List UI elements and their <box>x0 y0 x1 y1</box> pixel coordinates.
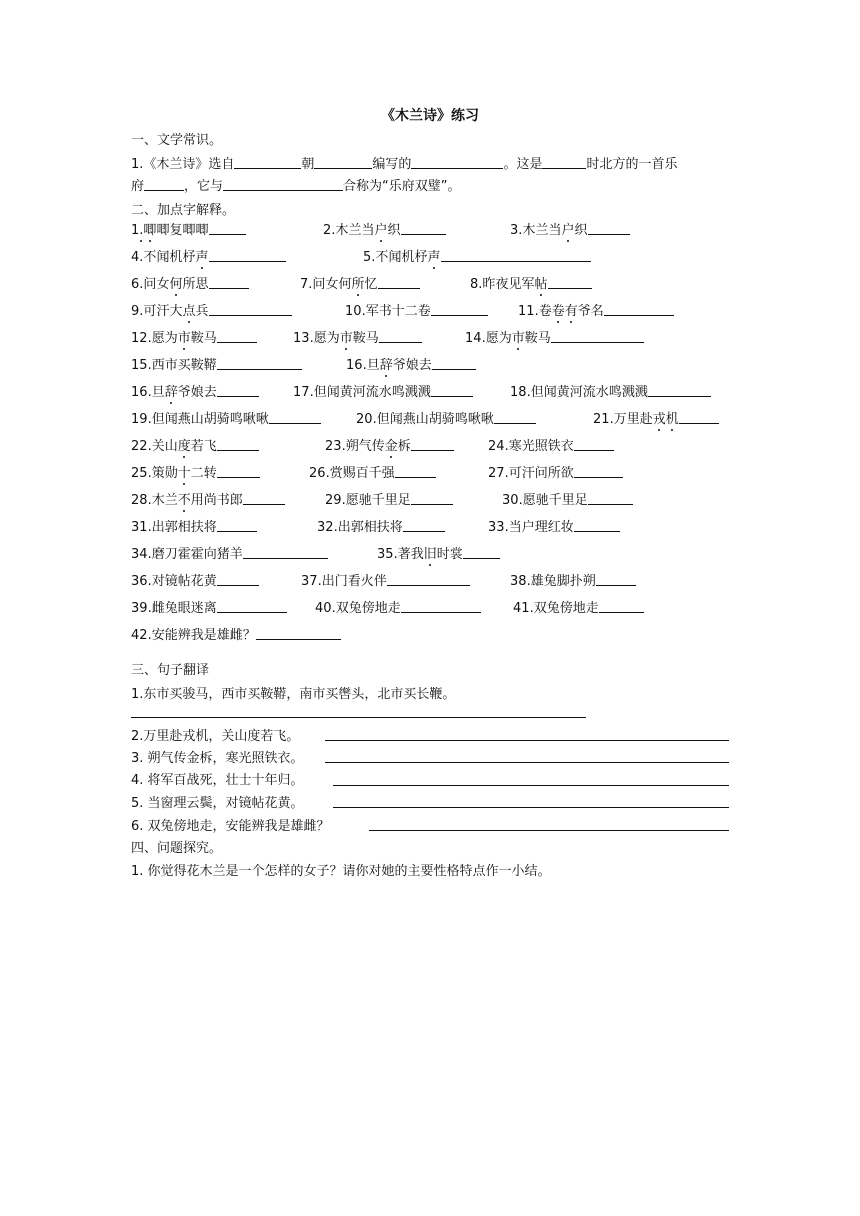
answer-blank[interactable] <box>441 247 591 262</box>
answer-line-6[interactable] <box>369 830 729 831</box>
answer-blank[interactable] <box>209 247 286 262</box>
answer-blank[interactable] <box>387 571 470 586</box>
answer-blank[interactable] <box>243 544 328 559</box>
explanation-item: 1 4 . 愿 为 市 鞍 马 <box>465 326 644 346</box>
answer-blank[interactable] <box>679 409 719 424</box>
explanation-item: 1 7 . 但 闻 黄 河 流 水 鸣 溅 溅 <box>293 380 473 400</box>
translation-item-1: 1.东市买骏马，西市买鞍鞯，南市买辔头，北市买长鞭。 <box>131 687 456 702</box>
answer-blank[interactable] <box>574 517 620 532</box>
answer-blank[interactable] <box>432 355 476 370</box>
explanation-item: 2 9 . 愿 驰 千 里 足 <box>325 488 453 508</box>
answer-blank[interactable] <box>209 301 292 316</box>
explanation-item: 3 3 . 当 户 理 红 妆 <box>488 515 620 535</box>
explanation-item: 1 5 . 西 市 买 鞍 鞯 <box>131 353 302 373</box>
answer-blank[interactable] <box>217 382 259 397</box>
answer-blank[interactable] <box>596 571 636 586</box>
answer-blank[interactable] <box>209 274 249 289</box>
explanation-item: 2 5 . 策 勋 十 二 转 <box>131 461 260 481</box>
explanation-item: 1 8 . 但 闻 黄 河 流 水 鸣 溅 溅 <box>510 380 711 400</box>
answer-blank[interactable] <box>431 301 488 316</box>
answer-blank[interactable] <box>378 274 420 289</box>
explanation-item: 4 2 . 安 能 辨 我 是 雄 雌 ？ <box>131 623 341 643</box>
answer-blank[interactable] <box>588 490 633 505</box>
answer-blank[interactable] <box>574 463 623 478</box>
answer-blank[interactable] <box>217 571 259 586</box>
explanation-item: 5 . 不 闻 机 杼 声 <box>363 245 591 265</box>
explanation-item: 2 3 . 朔 气 传 金 柝 <box>325 434 454 454</box>
explanation-item: 3 4 . 磨 刀 霍 霍 向 猪 羊 <box>131 542 328 562</box>
explanation-item: 4 1 . 双 兔 傍 地 走 <box>513 596 644 616</box>
section-heading-2: 二、加点字解释。 <box>131 203 236 218</box>
explanation-item: 2 8 . 木 兰 不 用 尚 书 郎 <box>131 488 285 508</box>
explanation-item: 1 6 . 旦 辞 爷 娘 去 <box>131 380 259 400</box>
explanation-item: 9 . 可 汗 大 点 兵 <box>131 299 292 319</box>
answer-blank[interactable] <box>494 409 536 424</box>
answer-line-1[interactable] <box>131 717 586 718</box>
answer-blank[interactable] <box>411 436 454 451</box>
answer-blank[interactable] <box>463 544 500 559</box>
answer-blank[interactable] <box>548 274 592 289</box>
explanation-item: 3 8 . 雄 兔 脚 扑 朔 <box>510 569 636 589</box>
explanation-item: 2 1 . 万 里 赴 戎 机 <box>593 407 719 427</box>
answer-blank[interactable] <box>209 220 246 235</box>
explanation-item: 8 . 昨 夜 见 军 帖 <box>470 272 592 292</box>
explanation-item: 3 . 木 兰 当 户 织 <box>510 218 630 238</box>
translation-item-5: 5. 当窗理云鬓，对镜帖花黄。 <box>131 796 304 811</box>
translation-item-6: 6. 双兔傍地走，安能辨我是雄雌？ <box>131 819 330 834</box>
answer-blank[interactable] <box>217 355 302 370</box>
translation-item-4: 4. 将军百战死，壮士十年归。 <box>131 773 304 788</box>
explanation-item: 2 6 . 赏 赐 百 千 强 <box>309 461 436 481</box>
answer-blank[interactable] <box>588 220 630 235</box>
explanation-item: 3 5 . 著 我 旧 时 裳 <box>377 542 500 562</box>
translation-item-2: 2.万里赴戎机，关山度若飞。 <box>131 729 300 744</box>
explanation-item: 3 6 . 对 镜 帖 花 黄 <box>131 569 259 589</box>
answer-blank[interactable] <box>217 517 257 532</box>
explanation-item: 2 2 . 关 山 度 若 飞 <box>131 434 259 454</box>
explanation-item: 1 2 . 愿 为 市 鞍 马 <box>131 326 257 346</box>
explanation-item: 1 . 唧 唧 复 唧 唧 <box>131 218 246 238</box>
answer-blank[interactable] <box>379 328 422 343</box>
answer-line-5[interactable] <box>333 807 729 808</box>
explanation-item: 3 0 . 愿 驰 千 里 足 <box>502 488 633 508</box>
answer-blank[interactable] <box>269 409 321 424</box>
answer-blank[interactable] <box>401 598 481 613</box>
answer-blank[interactable] <box>411 490 453 505</box>
answer-blank[interactable] <box>599 598 644 613</box>
answer-line-4[interactable] <box>333 785 729 786</box>
answer-blank[interactable] <box>551 328 644 343</box>
answer-blank[interactable] <box>395 463 436 478</box>
answer-blank[interactable] <box>648 382 711 397</box>
answer-blank[interactable] <box>401 220 446 235</box>
answer-blank[interactable] <box>431 382 473 397</box>
answer-blank[interactable] <box>217 328 257 343</box>
answer-blank[interactable] <box>243 490 285 505</box>
page-title: 《木兰诗》练习 <box>381 108 479 124</box>
answer-blank[interactable] <box>217 463 260 478</box>
answer-blank[interactable] <box>604 301 674 316</box>
translation-item-3: 3. 朔气传金柝，寒光照铁衣。 <box>131 751 304 766</box>
explanation-item: 4 . 不 闻 机 杼 声 <box>131 245 286 265</box>
explanation-item: 2 . 木 兰 当 户 织 <box>323 218 446 238</box>
explanation-item: 2 0 . 但 闻 燕 山 胡 骑 鸣 啾 啾 <box>356 407 536 427</box>
explanation-item: 4 0 . 双 兔 傍 地 走 <box>315 596 481 616</box>
explanation-item: 1 0 . 军 书 十 二 卷 <box>345 299 488 319</box>
explanation-item: 3 1 . 出 郭 相 扶 将 <box>131 515 257 535</box>
explanation-item: 1 9 . 但 闻 燕 山 胡 骑 鸣 啾 啾 <box>131 407 321 427</box>
explanation-item: 3 2 . 出 郭 相 扶 将 <box>317 515 445 535</box>
answer-blank[interactable] <box>217 598 287 613</box>
answer-line-2[interactable] <box>325 740 729 741</box>
section-heading-1: 一、文学常识。 <box>131 133 223 148</box>
explanation-item: 7 . 问 女 何 所 忆 <box>300 272 420 292</box>
explanation-item: 1 1 . 卷 卷 有 爷 名 <box>518 299 674 319</box>
explanation-item: 3 7 . 出 门 看 火 伴 <box>301 569 470 589</box>
explanation-item: 2 7 . 可 汗 问 所 欲 <box>488 461 623 481</box>
explanation-item: 1 3 . 愿 为 市 鞍 马 <box>293 326 422 346</box>
explanation-item: 3 9 . 雌 兔 眼 迷 离 <box>131 596 287 616</box>
section-heading-3: 三、句子翻译 <box>131 663 210 678</box>
explanation-item: 1 6 . 旦 辞 爷 娘 去 <box>346 353 476 373</box>
answer-blank[interactable] <box>256 625 341 640</box>
section-heading-4: 四、问题探究。 <box>131 841 223 856</box>
literature-line-2: 府 ，它与 合称为“乐府双璧”。 <box>131 172 461 194</box>
answer-blank[interactable] <box>217 436 259 451</box>
explanation-item: 6 . 问 女 何 所 思 <box>131 272 249 292</box>
explanation-item: 2 4 . 寒 光 照 铁 衣 <box>488 434 614 454</box>
answer-blank[interactable] <box>574 436 614 451</box>
question-1: 1. 你觉得花木兰是一个怎样的女子？请你对她的主要性格特点作一小结。 <box>131 864 551 879</box>
literature-line-1: 1.《木兰诗》选自 朝 编写的 。这是 时北方的一首乐 <box>131 150 677 172</box>
answer-line-3[interactable] <box>325 762 729 763</box>
answer-blank[interactable] <box>403 517 445 532</box>
